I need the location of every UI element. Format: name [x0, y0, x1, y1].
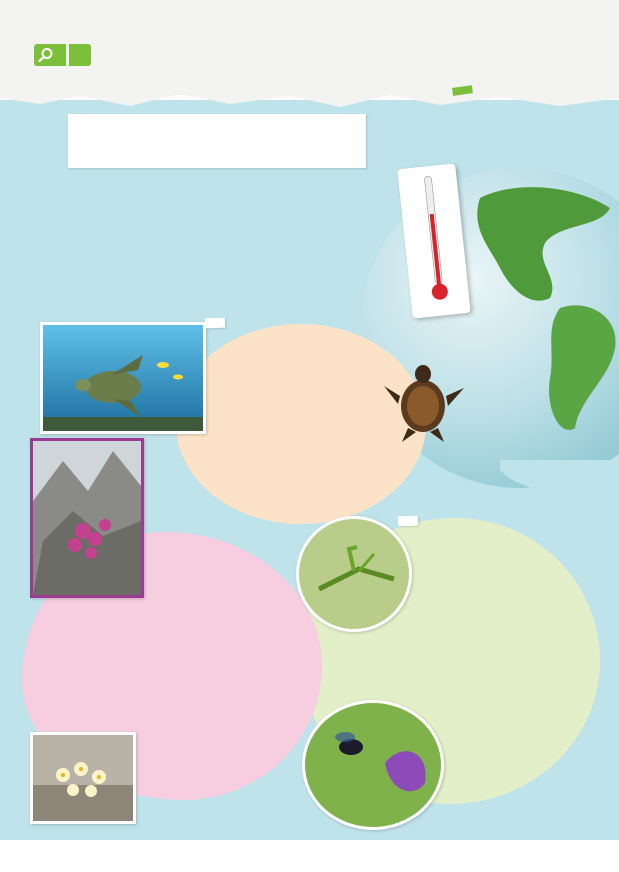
alpine-flower-photo: [30, 732, 136, 824]
mantis-photo: [296, 516, 412, 632]
paper-tear-shadow: [0, 84, 619, 114]
magnifier-icon: [38, 47, 54, 63]
section-label-box: [34, 44, 66, 66]
section-number: [69, 44, 91, 66]
mountain-flower-photo: [30, 438, 144, 598]
heading-eierleger: [205, 318, 225, 329]
baby-turtle-image: [378, 356, 468, 446]
title-box: [68, 114, 366, 168]
sea-turtle-photo: [40, 322, 206, 434]
section-tag: [34, 44, 91, 66]
heading-insekten: [398, 516, 418, 527]
carpenter-bee-photo: [302, 700, 444, 830]
